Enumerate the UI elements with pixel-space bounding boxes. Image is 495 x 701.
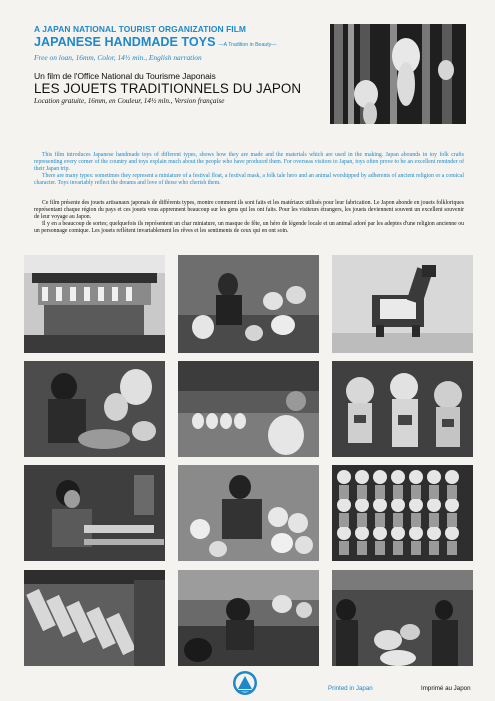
french-paragraph-2: Il y en a beaucoup de sortes; quelquefois ils représentent un char miniature, un masque de fête, un héro de légende locale et un animal adoré par les adeptes d'une religion ancienne ou un personnage comique. Les jouets reflètent invariablement les rêves et les sentiments de ceux qui en ont soin. [34, 220, 464, 234]
french-film-info: Location gratuite, 16mm, en Couleur, 14½ mln., Version française [34, 97, 225, 105]
photo-craftsman-feathers [24, 361, 165, 457]
english-paragraph-1: This film introduces Japanese handmade toys of different types, shows how they are made and the materials which are used in the making. Japan abounds in toy folk crafts representing every corner of the country and toys explain much about the people who have produced them. For overseas visitors to Japan, toys often prove to be an excellent reminder of their Japan trip. [34, 152, 464, 172]
english-film-info: Free on loan, 16mm, Color, 14½ min., English narration [34, 53, 202, 62]
photo-horse-toy [332, 255, 473, 353]
english-paragraph-2: There are many types: sometimes they represent a miniature of a festival float, a festival mask, a folk tale hero and an animal worshipped by adherents of ancient religion or a comical character. Toys invariably reflect the dreams and love of those who cherish them. [34, 172, 464, 186]
photo-painted-figures [332, 361, 473, 457]
photo-kokeshi-maker [178, 465, 319, 561]
photo-wooden-blanks [24, 570, 165, 666]
header [34, 24, 324, 106]
photo-toy-stall [178, 570, 319, 666]
photo-craftsman-lathe [24, 465, 165, 561]
english-description [34, 152, 464, 187]
photo-kokeshi-dolls-rows [332, 465, 473, 561]
english-organization-line: A JAPAN NATIONAL TOURIST ORGANIZATION FILM [34, 24, 247, 34]
printed-in-japan-fr: Imprimé au Japon [421, 685, 471, 692]
french-title: LES JOUETS TRADITIONNELS DU JAPON [34, 81, 302, 96]
printed-in-japan-en: Printed in Japan [328, 685, 373, 692]
french-description [34, 200, 464, 235]
photo-market-crowd [332, 570, 473, 666]
header-photo-bird-toys [330, 24, 466, 124]
french-paragraph-1: Ce film présente des jouets artisanaux japonais de différents types, montre comment ils sont faits et les matériaux utilisés pour leur fabrication. Le Japon abonde en jouets folkloriques représentant chaque région du pays et ces jouets vous apprennent beaucoup sur les gens qui les ont faits. Pour les visiteurs étrangers, les jouets deviennent souvent un excellent souvenir de leur voyage au Japon. [34, 200, 464, 220]
english-title: JAPANESE HANDMADE TOYS [34, 35, 216, 49]
photo-workshop-rows [178, 361, 319, 457]
photo-mask-painter [178, 255, 319, 353]
photo-festival-float-toy [24, 255, 165, 353]
english-subtitle: —A Tradition in Beauty— [218, 42, 277, 48]
jnto-logo-icon [232, 670, 258, 696]
french-organization-line: Un film de l'Office National du Tourisme Japonais [34, 71, 216, 81]
english-title-row [34, 35, 324, 52]
